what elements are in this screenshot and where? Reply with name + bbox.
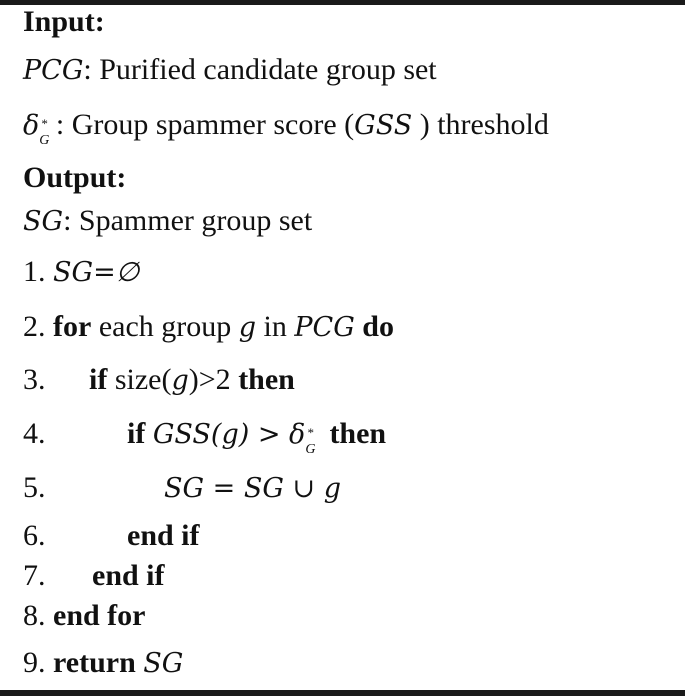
output-sg-line: [23, 203, 312, 240]
step-4-kw-then: then: [329, 417, 387, 450]
pcg-symbol: PCG: [23, 55, 84, 86]
input-header: Input:: [23, 5, 105, 38]
step-4: [23, 416, 386, 458]
step-4-subscript: G: [305, 442, 316, 457]
step-6: [23, 518, 200, 554]
gss-symbol: GSS: [354, 110, 413, 141]
step-5: [23, 470, 341, 507]
delta-subscript: G: [39, 133, 50, 148]
step-7: [23, 558, 165, 594]
step-3-var-g: g: [171, 365, 189, 396]
step-2-num: 2.: [23, 310, 46, 343]
threshold-desc-b: ) threshold: [412, 108, 549, 141]
step-2-var-g: g: [238, 312, 257, 343]
step-3-text2: )>2: [188, 363, 239, 396]
bottom-rule: [0, 690, 685, 696]
input-threshold-line: [23, 107, 549, 149]
output-header: Output:: [23, 161, 127, 194]
step-7-end-if: end if: [92, 559, 165, 592]
delta-star: *: [41, 116, 48, 131]
input-pcg-line: [23, 52, 437, 89]
step-4-kw-if: if: [127, 417, 146, 450]
step-2-kw-do: do: [362, 310, 394, 343]
step-2-text1: each group: [91, 310, 239, 343]
step-5-num: 5.: [23, 471, 46, 504]
step-6-end-if: end if: [127, 519, 200, 552]
step-2: [23, 309, 394, 346]
step-2-text2: in: [256, 310, 295, 343]
step-1-num: 1.: [23, 255, 46, 288]
step-8: [23, 598, 146, 634]
step-9-math: SG: [143, 648, 184, 679]
step-4-star: *: [307, 425, 314, 440]
step-9-return: return: [53, 646, 136, 679]
step-3-kw-then: then: [238, 363, 295, 396]
step-6-num: 6.: [23, 519, 46, 552]
step-7-num: 7.: [23, 559, 46, 592]
step-8-end-for: end for: [53, 599, 146, 632]
step-1: [23, 254, 139, 291]
step-5-math: SG = SG ∪ g: [164, 473, 341, 504]
step-8-num: 8.: [23, 599, 46, 632]
pcg-desc: : Purified candidate group set: [83, 53, 437, 86]
step-3-text1: size(: [107, 363, 172, 396]
threshold-desc-a: : Group spammer score (: [55, 108, 355, 141]
step-2-kw-for: for: [53, 310, 92, 343]
step-3-num: 3.: [23, 363, 46, 396]
step-4-math: GSS(g) > δ: [152, 419, 306, 450]
step-1-math: SG=∅: [53, 257, 140, 288]
delta-symbol: δ: [23, 110, 40, 141]
step-9-num: 9.: [23, 646, 46, 679]
step-4-num: 4.: [23, 417, 46, 450]
step-3-kw-if: if: [89, 363, 108, 396]
step-2-set-pcg: PCG: [294, 312, 355, 343]
step-3: [23, 362, 295, 399]
sg-symbol: SG: [23, 206, 64, 237]
sg-desc: : Spammer group set: [63, 204, 313, 237]
step-9: [23, 645, 183, 682]
